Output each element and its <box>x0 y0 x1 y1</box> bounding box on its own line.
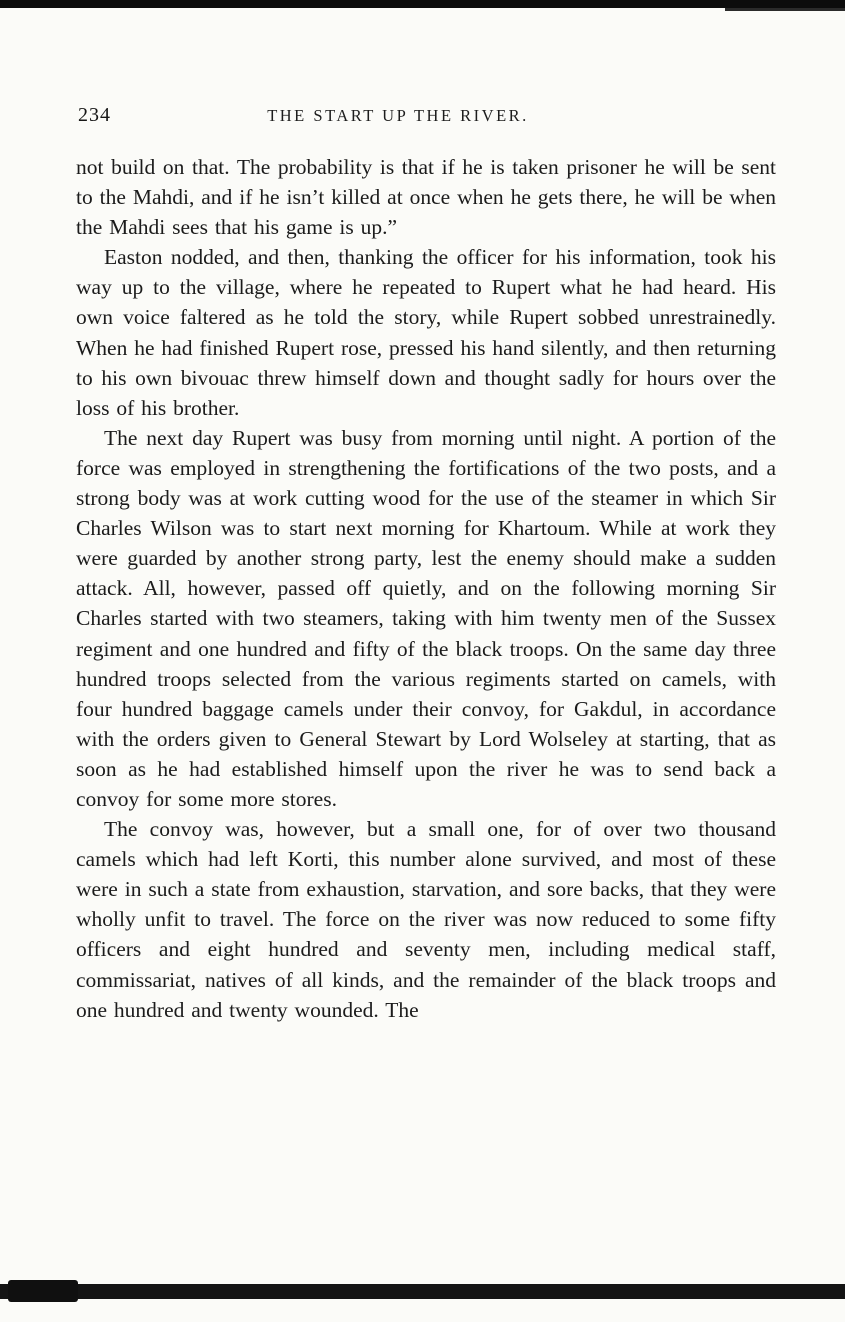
scan-edge-bottom <box>0 1284 845 1299</box>
scan-edge-top <box>0 0 845 8</box>
page-body <box>76 104 776 1025</box>
paragraph-2: Easton nodded, and then, thanking the officer for his information, took his way up to the village, where he repeated to Rupert what he had heard. His own voice faltered as he told the story, while Rupert sobbed unrestrainedly. When he had finished Rupert rose, pressed his hand silently, and then returning to his own bivouac threw himself down and thought sadly for hours over the loss of his brother. <box>76 245 776 420</box>
paragraph-3: The next day Rupert was busy from morning until night. A portion of the force was employed in strengthening the fortifications of the two posts, and a strong body was at work cutting wood for the use of the steamer in which Sir Charles Wilson was to start next morning for Khartoum. While at work they were guarded by another strong party, lest the enemy should make a sudden attack. All, however, passed off quietly, and on the following morning Sir Charles started with two steamers, taking with him twenty men of the Sussex regiment and one hundred and fifty of the black troops. On the same day three hundred troops selected from the various regiments started on camels, with four hundred baggage camels under their convoy, for Gakdul, in accordance with the orders given to General Stewart by Lord Wolseley at starting, that as soon as he had established himself upon the river he was to send back a convoy for some more stores. <box>76 425 776 811</box>
page-header <box>76 104 776 128</box>
running-title: THE START UP THE RIVER. <box>267 106 529 125</box>
scan-edge-bottom-blob <box>8 1280 78 1302</box>
paragraph-1: not build on that. The probability is that if he is taken prisoner he will be sent to the Mahdi, and if he isn’t killed at once when he gets there, he will be when the Mahdi sees that his game is up.” <box>76 155 776 240</box>
page-number: 234 <box>78 104 111 126</box>
body-text <box>76 152 776 1025</box>
paragraph-4: The convoy was, however, but a small one, for of over two thousand camels which had left Korti, this number alone survived, and most of these were in such a state from exhaustion, starvation, and sore backs, that they were wholly unfit to travel. The force on the river was now reduced to some fifty officers and eight hundred and seventy men, including medical staff, commissariat, natives of all kinds, and the remainder of the black troops and one hundred and twenty wounded. The <box>76 817 776 1022</box>
